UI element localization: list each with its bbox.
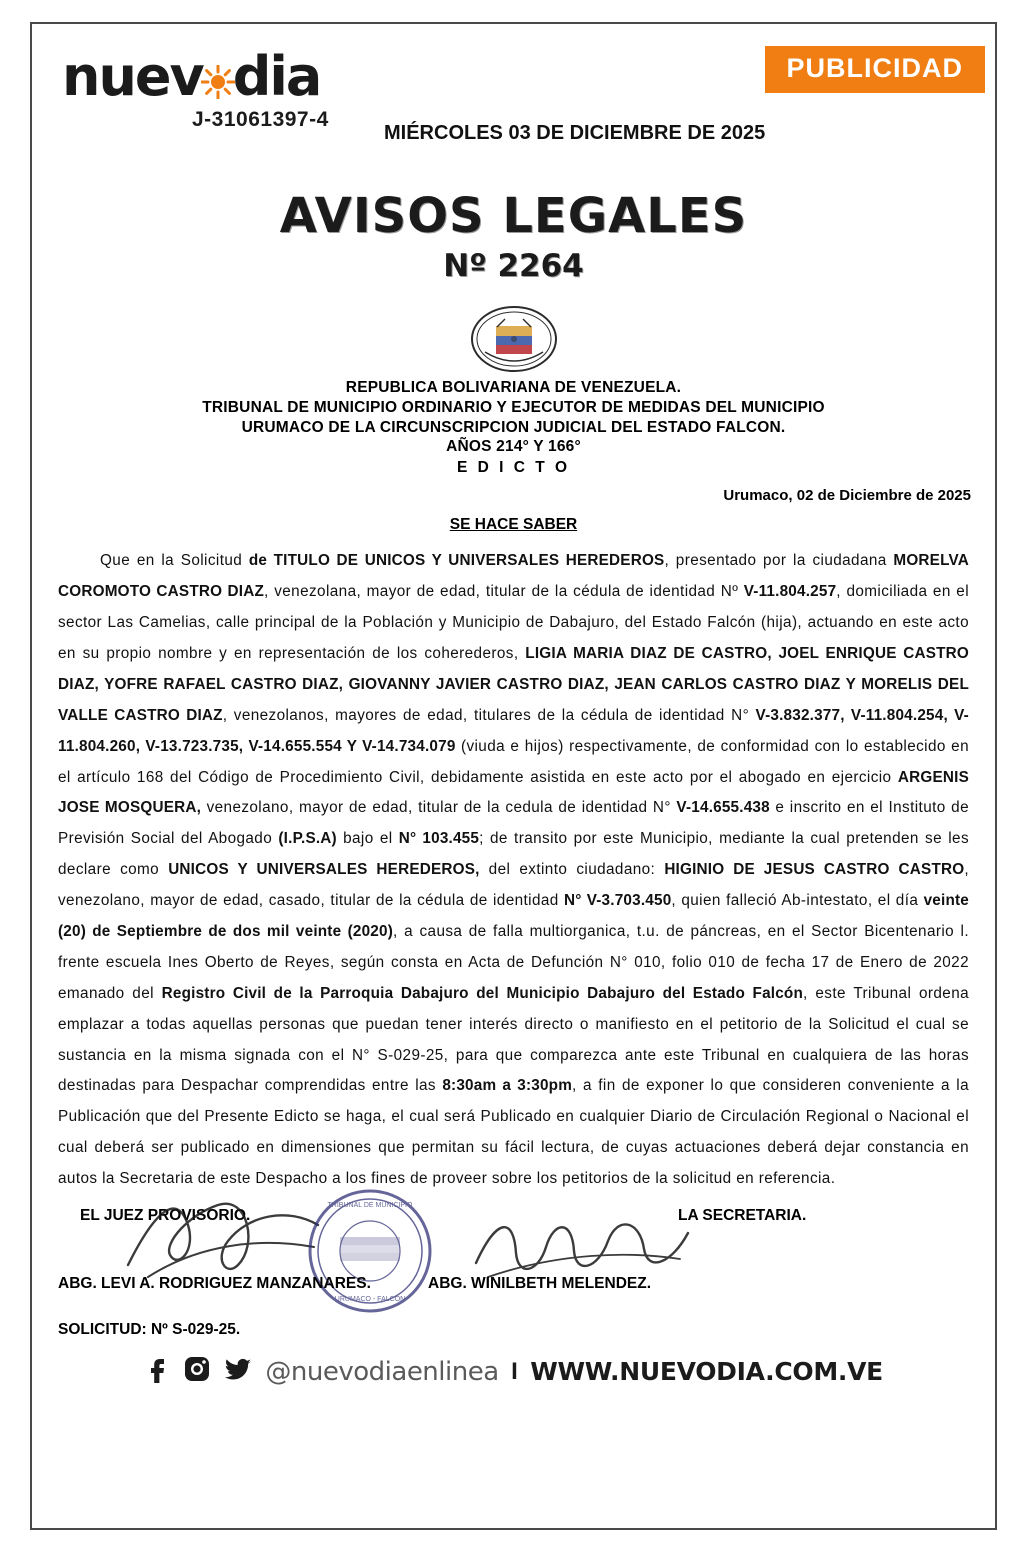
body-seg-28: Registro Civil de la Parroquia Dabajuro del Municipio Dabajuro del Estado Falcón bbox=[161, 984, 804, 1002]
rif-number: J-31061397-4 bbox=[192, 108, 329, 131]
body-seg-20: UNICOS Y UNIVERSALES HEREDEROS, bbox=[168, 861, 480, 879]
sun-icon bbox=[201, 65, 235, 99]
body-seg-3: , presentado por la ciudadana bbox=[664, 552, 894, 570]
svg-text:URUMACO - FALCON: URUMACO - FALCON bbox=[334, 1296, 406, 1304]
judge-signature bbox=[118, 1185, 338, 1285]
body-seg-18: N° 103.455 bbox=[398, 830, 480, 848]
body-seg-11: (viuda e hijos) respectivamente, de conformidad con lo establecido en el artículo 168 del Código de Procedimiento Civil, debidamente asistida en este acto por el abogado en ejercicio bbox=[58, 737, 969, 786]
notice-body bbox=[58, 546, 969, 1195]
venezuela-coat-of-arms-icon bbox=[471, 306, 557, 372]
body-seg-30: 8:30am a 3:30pm bbox=[442, 1077, 573, 1095]
body-seg-15: e inscrito en el Instituto de Previsión Social del Abogado bbox=[58, 799, 969, 848]
publicity-badge: PUBLICIDAD bbox=[765, 46, 986, 93]
body-seg-5: , venezolana, mayor de edad, titular de la cédula de identidad Nº bbox=[264, 583, 744, 601]
body-seg-26: veinte (20) de Septiembre de dos mil veinte (2020) bbox=[58, 892, 970, 940]
heading-line-1: REPUBLICA BOLIVARIANA DE VENEZUELA. bbox=[345, 379, 682, 396]
footer bbox=[42, 1355, 985, 1388]
signature-area bbox=[58, 1203, 969, 1311]
notice-number: Nº 2264 bbox=[443, 248, 584, 284]
body-seg-27: , a causa de falla multiorganica, t.u. de páncreas, en el Sector Bicentenario l. frente escuela Ines Oberto de Reyes, según consta en Acta de Defunción N° 010, folio 010 de fecha 17 de Enero de 2022 emanado del bbox=[58, 923, 969, 1002]
heading-line-4: AÑOS 214° Y 166° bbox=[446, 438, 581, 456]
facebook-icon[interactable] bbox=[144, 1355, 170, 1388]
body-seg-23: , venezolano, mayor de edad, casado, titular de la cédula de identidad bbox=[58, 861, 969, 910]
body-seg-7: , domiciliada en el sector Las Camelias, calle principal de la Población y Municipio de Dabajuro, del Estado Falcón (hija), actuando en este acto en su propio nombre y en representación de los coherederos, bbox=[58, 583, 969, 662]
logo-text-right: dia bbox=[232, 45, 321, 108]
solicitud-number: SOLICITUD: Nº S-029-25. bbox=[58, 1321, 241, 1339]
page-title: AVISOS LEGALES bbox=[279, 188, 748, 244]
body-seg-19: ; de transito por este Municipio, mediante la cual pretenden se les declare como bbox=[58, 830, 969, 879]
body-seg-8: LIGIA MARIA DIAZ DE CASTRO, JOEL ENRIQUE CASTRO DIAZ, YOFRE RAFAEL CASTRO DIAZ, GIOVANNY JAVIER CASTRO DIAZ, JEAN CARLOS CASTRO DIAZ Y MORELIS DEL VALLE CASTRO DIAZ bbox=[58, 644, 969, 724]
body-seg-21: del extinto ciudadano: bbox=[479, 861, 665, 879]
body-seg-16: (I.P.S.A) bbox=[278, 830, 337, 848]
heading-line-2: TRIBUNAL DE MUNICIPIO ORDINARIO Y EJECUTOR DE MEDIDAS DEL MUNICIPIO bbox=[202, 398, 825, 416]
se-hace-saber-label: SE HACE SABER bbox=[449, 516, 578, 534]
secretary-name: ABG. WINILBETH MELENDEZ. bbox=[428, 1275, 652, 1293]
place-and-date: Urumaco, 02 de Diciembre de 2025 bbox=[723, 487, 971, 505]
body-seg-13: venezolano, mayor de edad, titular de la cedula de identidad N° bbox=[201, 799, 677, 817]
twitter-icon[interactable] bbox=[223, 1355, 253, 1388]
body-seg-4: MORELVA COROMOTO CASTRO DIAZ bbox=[58, 552, 969, 601]
svg-text:TRIBUNAL DE MUNICIPIO: TRIBUNAL DE MUNICIPIO bbox=[327, 1202, 413, 1210]
body-seg-17: bajo el bbox=[336, 830, 399, 848]
masthead bbox=[42, 32, 985, 144]
judge-title: EL JUEZ PROVISORIO. bbox=[80, 1207, 251, 1225]
court-heading bbox=[42, 378, 985, 457]
secretary-signature bbox=[468, 1197, 698, 1287]
footer-separator: I bbox=[511, 1357, 518, 1385]
body-seg-24: N° V-3.703.450 bbox=[564, 892, 672, 910]
body-seg-29: , este Tribunal ordena emplazar a todas aquellas personas que puedan tener interés directo o manifiesto en el petitorio de la Solicitud el cual se sustancia en la misma signada con el N° S-029-25, para que comparezca ante este Tribunal en cualquiera de las horas destinadas para Despachar comprendidas entre las bbox=[58, 984, 970, 1095]
body-seg-2: de TITULO DE UNICOS Y UNIVERSALES HEREDEROS bbox=[248, 552, 665, 570]
body-seg-31: , a fin de exponer lo que consideren conveniente a la Publicación que del Presente Edicto se haga, el cual será Publicado en cualquier Diario de Circulación Regional o Nacional el cual deberá ser publicado en dimensiones que permitan su fácil lectura, de cuyas actuaciones deberá dejar constancia en autos la Secretaria de este Despacho a los fines de proveer sobre los petitorios de la solicitud en referencia. bbox=[58, 1077, 969, 1188]
logo-text-left: nuev bbox=[62, 45, 203, 108]
instagram-icon[interactable] bbox=[183, 1355, 211, 1388]
body-seg-25: , quien falleció Ab-intestato, el día bbox=[671, 892, 924, 910]
legal-notice-page bbox=[30, 22, 997, 1530]
body-seg-6: V-11.804.257 bbox=[743, 583, 837, 601]
issue-date: MIÉRCOLES 03 DE DICIEMBRE DE 2025 bbox=[384, 122, 766, 144]
body-seg-9: , venezolanos, mayores de edad, titulares de la cédula de identidad N° bbox=[222, 706, 756, 724]
heading-line-3: URUMACO DE LA CIRCUNSCRIPCION JUDICIAL DEL ESTADO FALCON. bbox=[241, 418, 786, 436]
edicto-label: E D I C T O bbox=[456, 459, 571, 477]
body-seg-12: ARGENIS JOSE MOSQUERA, bbox=[58, 768, 969, 817]
secretary-title: LA SECRETARIA. bbox=[678, 1207, 807, 1225]
judge-name: ABG. LEVI A. RODRIGUEZ MANZANARES. bbox=[58, 1275, 371, 1293]
website-url[interactable]: WWW.NUEVODIA.COM.VE bbox=[530, 1357, 883, 1387]
newspaper-logo bbox=[62, 45, 321, 108]
body-seg-1: Que en la Solicitud bbox=[100, 552, 249, 570]
social-handle[interactable]: @nuevodiaenlinea bbox=[265, 1356, 499, 1387]
body-seg-22: HIGINIO DE JESUS CASTRO CASTRO bbox=[664, 861, 965, 879]
body-seg-14: V-14.655.438 bbox=[676, 799, 770, 817]
body-seg-10: V-3.832.377, V-11.804.254, V-11.804.260, V-13.723.735, V-14.655.554 Y V-14.734.079 bbox=[58, 706, 969, 755]
court-seal-stamp bbox=[306, 1187, 434, 1315]
